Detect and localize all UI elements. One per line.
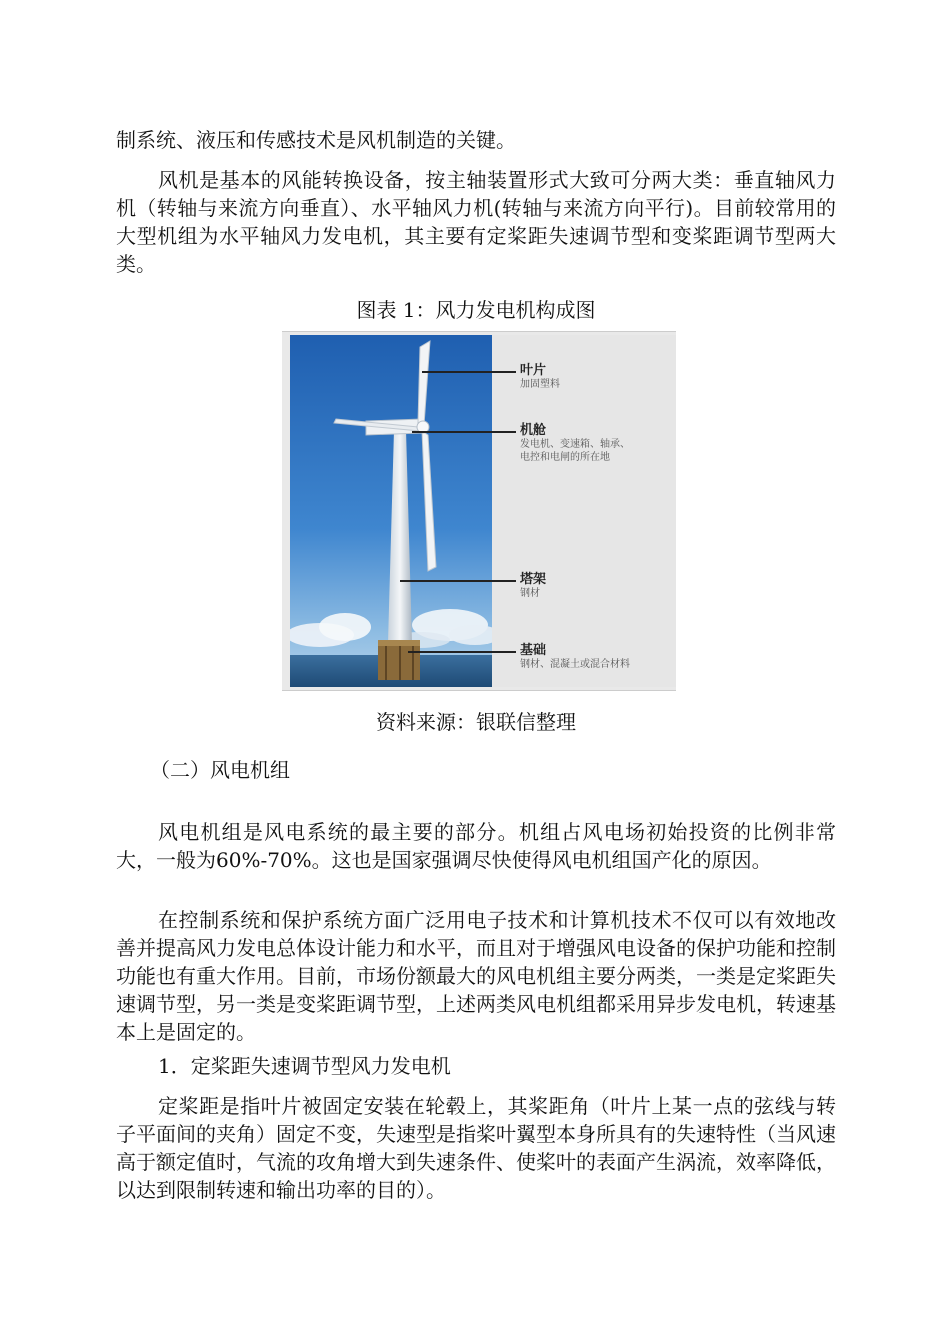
paragraph-turbine-types: 风机是基本的风能转换设备，按主轴装置形式大致可分两大类：垂直轴风力机（转轴与来流方向垂直）、水平轴风力机(转轴与来流方向平行)。目前较常用的大型机组为水平轴风力发电机，其主要有定桨距失速调节型和变桨距调节型两大类。	[116, 168, 836, 276]
section-heading: （二）风电机组	[150, 758, 290, 782]
component-labels-panel	[492, 335, 676, 687]
leader-line-foundation	[408, 651, 516, 653]
leader-line-tower	[400, 580, 516, 582]
label-blade	[520, 363, 560, 391]
label-blade-desc: 加固塑料	[520, 379, 560, 390]
label-nacelle-title: 机舱	[520, 423, 547, 438]
paragraph-control-systems: 在控制系统和保护系统方面广泛用电子技术和计算机技术不仅可以有效地改善并提高风力发电总体设计能力和水平，而且对于增强风电设备的保护功能和控制功能也有重大作用。目前，市场份额最大的风电机组主要分两类，一类是定桨距失速调节型，另一类是变桨距调节型，上述两类风电机组都采用异步发电机，转速基本上是固定的。	[116, 908, 836, 1044]
label-foundation-title: 基础	[520, 643, 547, 658]
label-foundation	[520, 643, 630, 671]
figure-caption: 图表 1：风力发电机构成图	[356, 298, 596, 322]
label-blade-title: 叶片	[520, 363, 547, 378]
leader-line-nacelle	[412, 431, 516, 433]
leader-line-blade	[422, 371, 516, 373]
label-nacelle	[520, 423, 630, 464]
figure-source: 资料来源：银联信整理	[376, 710, 576, 734]
paragraph-wind-turbine-units: 风电机组是风电系统的最主要的部分。机组占风电场初始投资的比例非常大，一般为60%-70%。这也是国家强调尽快使得风电机组国产化的原因。	[116, 820, 836, 872]
label-tower-desc: 钢材	[520, 588, 540, 599]
label-tower	[520, 572, 546, 600]
wind-turbine-photo	[290, 335, 492, 687]
paragraph-fixed-pitch: 定桨距是指叶片被固定安装在轮毂上，其桨距角（叶片上某一点的弦线与转子平面间的夹角）固定不变，失速型是指桨叶翼型本身所具有的失速特性（当风速高于额定值时，气流的攻角增大到失速条件、使桨叶的表面产生涡流，效率降低，以达到限制转速和输出功率的目的）。	[116, 1094, 836, 1202]
label-foundation-desc: 钢材、混凝土或混合材料	[520, 659, 630, 670]
label-tower-title: 塔架	[520, 572, 547, 587]
label-nacelle-desc: 发电机、变速箱、轴承、 电控和电闸的所在地	[520, 439, 630, 463]
paragraph-intro-end: 制系统、液压和传感技术是风机制造的关键。	[116, 128, 516, 152]
wind-turbine-figure	[282, 331, 676, 691]
subheading-fixed-pitch: 1．定桨距失速调节型风力发电机	[158, 1054, 451, 1078]
